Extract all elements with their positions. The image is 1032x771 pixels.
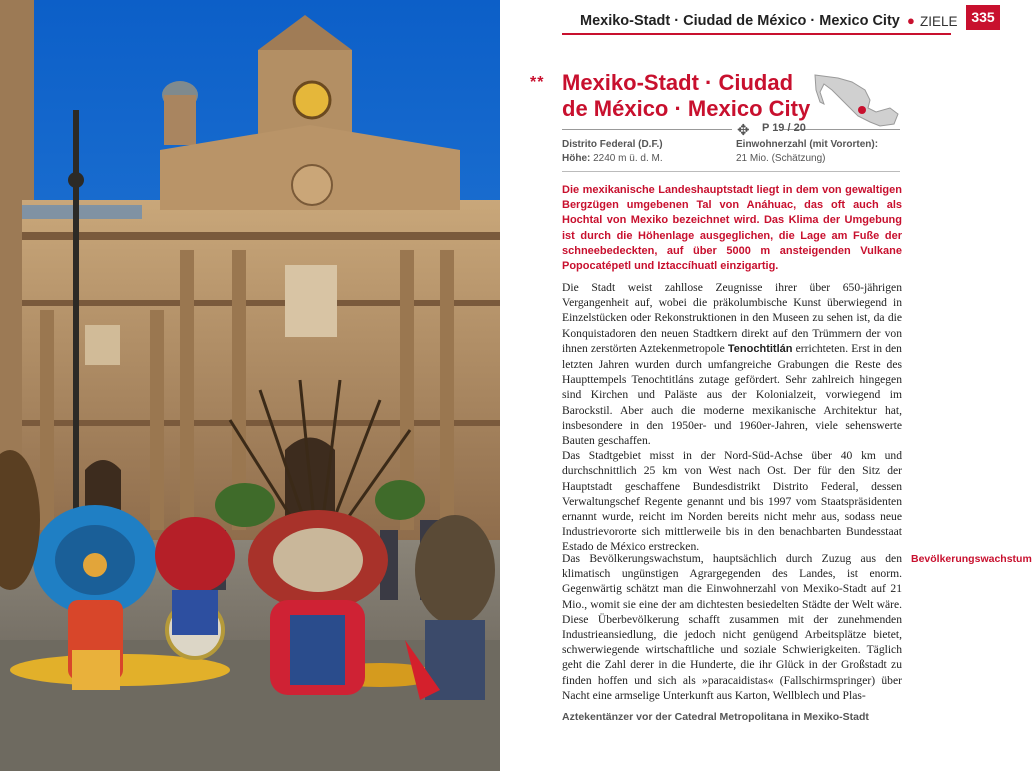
population-value: 21 Mio. (Schätzung)	[736, 153, 826, 164]
district-name: Distrito Federal (D.F.)	[562, 139, 663, 150]
article-title-line2: de México · Mexico City	[562, 96, 811, 121]
paragraph-3: Das Bevölkerungswachstum, hauptsächlich durch Zuzug aus den klimatisch ungünstigen Agrargegenden des Landes, ist enorm. Gegenwärtig schätzt man die Einwohnerzahl von Mexiko-Stadt auf 21 Mio., womit sie eine der am dichtesten besiedelten Städte der Welt wäre. Diese Überbevölkerung schafft zusammen mit der zunehmenden Industrieansiedlung, die jedoch nicht genügend Arbeitsplätze bietet, schwerwiegende wirtschaftliche und soziale Schwierigkeiten. Täglich geht die Zahl derer in die Hunderte, die ihr Glück in der Großstadt zu finden hoffen und sich als »paracaidistas« (Fallschirmspringer) über Nacht eine armselige Unterkunft aus Karton, Wellblech und Plas-	[562, 552, 902, 702]
page-number: 335	[966, 5, 1000, 30]
cathedral-photo	[0, 0, 500, 771]
altitude-value: 2240 m ü. d. M.	[593, 153, 663, 164]
article-title-line1: Mexiko-Stadt · Ciudad	[562, 70, 794, 95]
rating-stars: **	[530, 74, 545, 91]
mexico-map-icon	[810, 70, 900, 130]
city-plan-reference[interactable]: P 19 / 20	[762, 122, 806, 134]
paragraph-1-start: Die Stadt weist zahllose Zeugnisse ihrer über 650-jährigen Vergangenheit auf, wobei die präkolumbische Kunst überwiegend in Einzelstücken oder Rekonstruktionen in den Museen zu sehen ist, da die Konquistadoren den neuen Stadtkern direkt auf den Trümmern der von ihnen zerstörten Aztekenmetropole	[562, 281, 902, 355]
altitude-fact	[562, 153, 663, 164]
running-head-bullet: ●	[907, 13, 915, 28]
lead-paragraph: Die mexikanische Landeshauptstadt liegt in dem von gewaltigen Bergzügen umgebenen Tal von Anáhuac, das oft auch als Hochtal von Mexiko bezeichnet wird. Das Klima der Umgebung ist durch die Höhenlage ausgeglichen, die Lage am Fuße der schneebedeckten, auf über 5000 m ansteigenden Vulkane Popocatépetl und Iztaccíhuatl einzigartig.	[562, 184, 902, 273]
paragraph-2: Das Stadtgebiet misst in der Nord-Süd-Achse über 40 km und durchschnittlich 25 km von West nach Ost. Der für den Sitz der Hauptstadt geschaffene Bundesdistrikt Distrito Federal, dessen Verwaltungschef Regente genannt und bis 1997 vom Staatspräsidenten ernannt wurde, reicht im Norden bereits nicht mehr aus, sodass neue Industrievororte sich mittlerweile bis in den benachbarten Bundesstaat Estado de México erstrecken.	[562, 449, 902, 554]
population-label: Einwohnerzahl (mit Vororten):	[736, 139, 879, 150]
article-page	[500, 0, 1032, 771]
tenochtitlan-term: Tenochtitlán	[727, 342, 793, 355]
paragraph-1-end: errichteten. Erst in den letzten Jahren wurden durch umfangreiche Grabungen die Reste des Haupttempels Tenochtitláns zutage gefördert. Sehr zahlreich hingegen sind Kirchen und Paläste aus der Kolonialzeit, vorwiegend im Barockstil. Aber auch die moderne mexikanische Architektur hat, insbesondere in den 1950er- und 1960er-Jahren, viele sehenswerte Bauten geschaffen.	[562, 341, 902, 448]
running-head-section: ZIELE	[920, 14, 958, 29]
running-head-title: Mexiko-Stadt · Ciudad de México · Mexico City	[580, 13, 900, 29]
photo-caption: Aztekentänzer vor der Catedral Metropolitana in Mexiko-Stadt	[562, 711, 869, 723]
facts-rule	[562, 129, 732, 130]
body-text	[562, 280, 902, 555]
compass-icon: ✥	[737, 122, 750, 139]
altitude-label: Höhe:	[562, 153, 591, 164]
facts-bottom-rule	[562, 171, 900, 172]
margin-note: Bevölkerungswachstum	[911, 553, 1032, 565]
paragraph-1	[562, 280, 902, 448]
running-head-rule	[562, 33, 951, 35]
article-title	[562, 70, 822, 122]
